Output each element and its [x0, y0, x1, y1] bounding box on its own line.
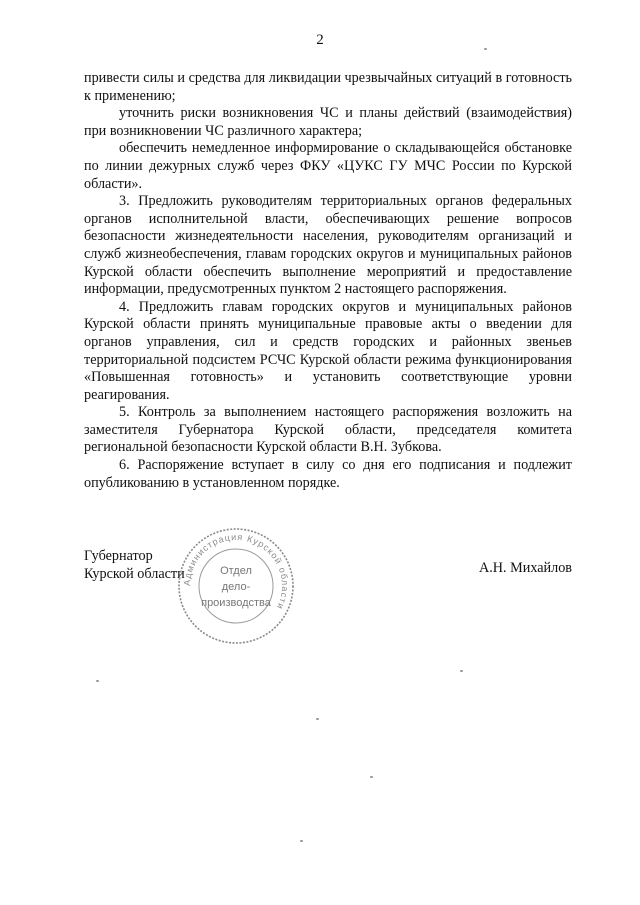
stamp-center-line-2: дело-	[221, 581, 251, 593]
scan-speck	[316, 718, 319, 720]
stamp-center-line-1: Отдел	[220, 565, 252, 577]
paragraph-1: привести силы и средства для ликвидации чрезвычайных ситуаций в готовность к применению;	[84, 70, 572, 104]
signatory-title-line-1: Губернатор	[84, 548, 153, 564]
signatory-title	[84, 548, 185, 583]
paragraph-item-4: 4. Предложить главам городских округов и муниципальных районов Курской области принять муниципальные правовые акты о введении для органов управления, сил и средств городских и районных звеньев территориальной подсистем РСЧС Курской области режима функционирования «Повышенная готовность» и установить соответствующие уровни реагирования.	[84, 298, 572, 403]
signatory-name: А.Н. Михайлов	[478, 560, 572, 576]
stamp-center-line-3: производства	[201, 597, 271, 609]
paragraph-item-5: 5. Контроль за выполнением настоящего распоряжения возложить на заместителя Губернатора Курской области, председателя комитета региональной безопасности Курской области В.Н. Зубкова.	[84, 404, 572, 456]
scan-speck	[370, 776, 373, 778]
paragraph-item-6: 6. Распоряжение вступает в силу со дня его подписания и подлежит опубликованию в установленном порядке.	[84, 457, 572, 491]
svg-text:Администрация Курской области	[182, 532, 290, 611]
page-number: 2	[316, 32, 324, 48]
signatory-title-line-2: Курской области	[84, 565, 185, 582]
document-body	[84, 70, 572, 492]
paragraph-2: уточнить риски возникновения ЧС и планы действий (взаимодействия) при возникновении ЧС различного характера;	[84, 105, 572, 139]
scan-speck	[300, 840, 303, 842]
paragraph-item-3: 3. Предложить руководителям территориальных органов федеральных органов исполнительной власти, обеспечивающих решение вопросов безопасности жизнедеятельности населения, руководителям организаций и служб жизнеобеспечения, главам городских округов и муниципальных районов Курской области обеспечить выполнение мероприятий и предоставление информации, предусмотренных пунктом 2 настоящего распоряжения.	[84, 193, 572, 298]
scan-speck	[96, 680, 99, 682]
scan-speck	[460, 670, 463, 672]
paragraph-3: обеспечить немедленное информирование о складывающейся обстановке по линии дежурных служб через ФКУ «ЦУКС ГУ МЧС России по Курской области».	[84, 140, 572, 192]
stamp-ring-text: Администрация Курской области	[181, 531, 291, 612]
scan-speck	[484, 48, 487, 50]
official-stamp	[176, 526, 296, 646]
